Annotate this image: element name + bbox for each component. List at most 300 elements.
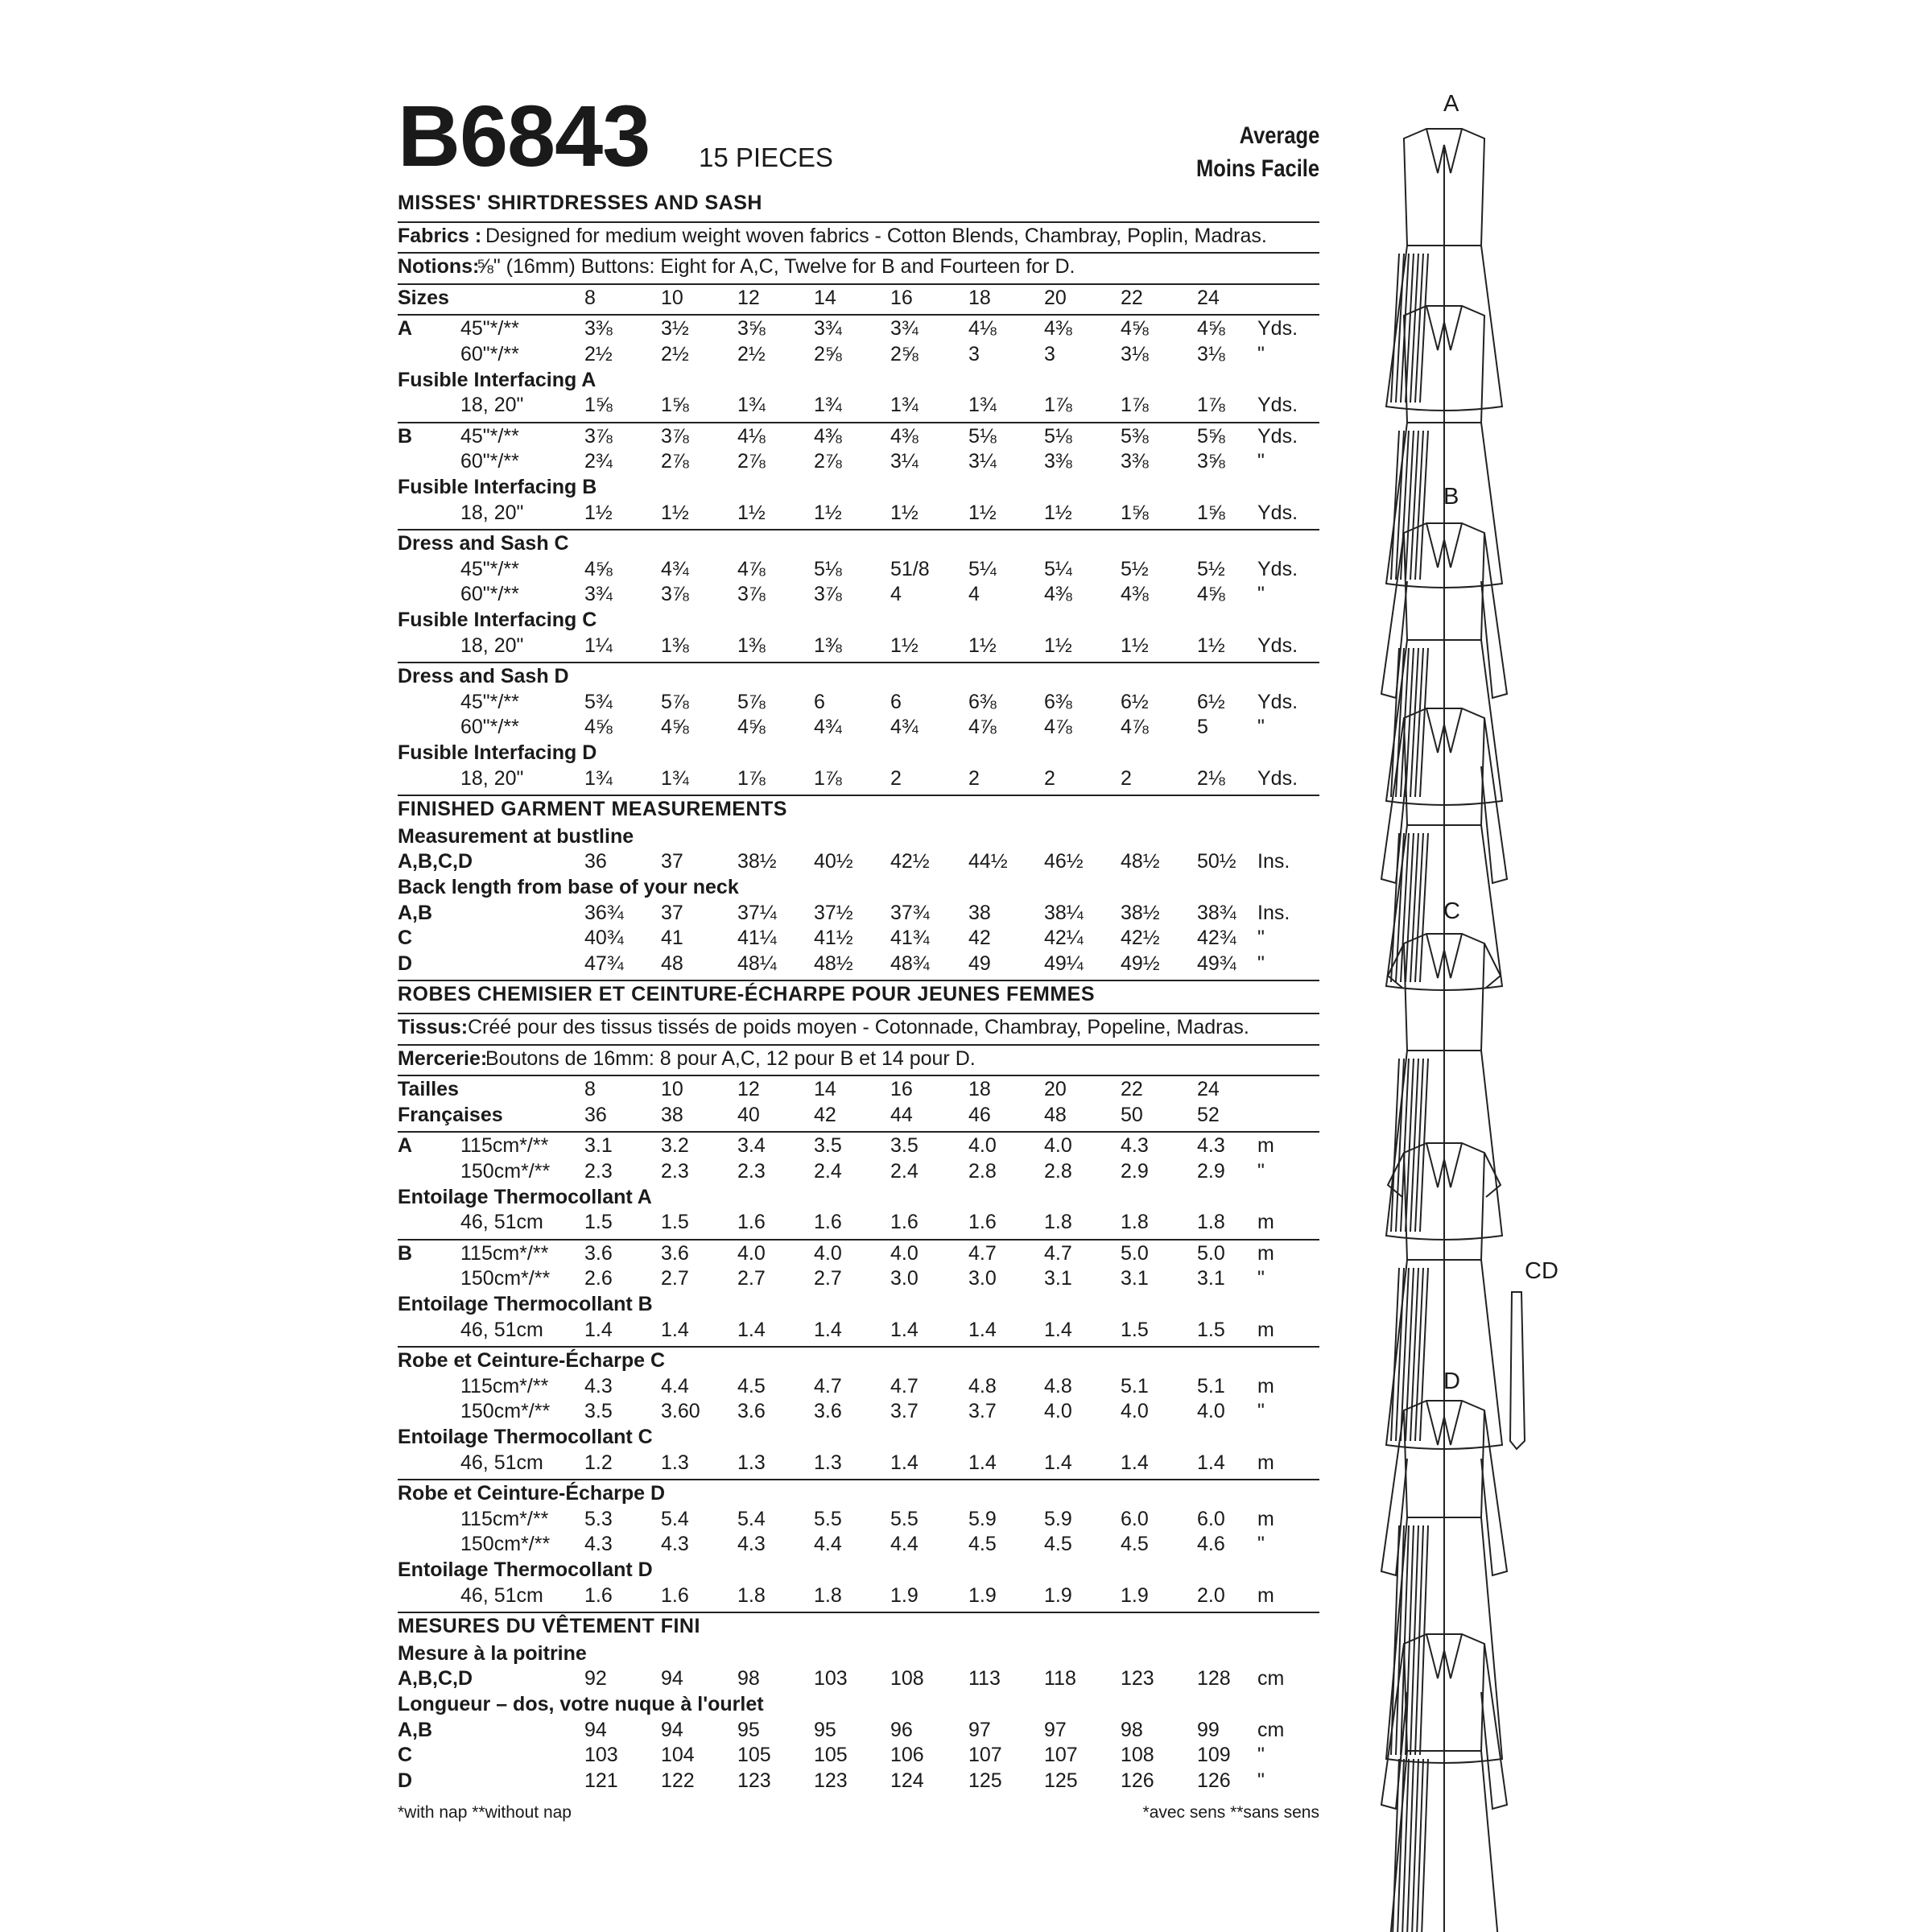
cell-value: 4⅝ [584, 557, 613, 580]
pattern-envelope-back [398, 0, 1319, 1932]
cell-value: 38½ [1121, 901, 1160, 924]
cell-value: 1.4 [1044, 1318, 1072, 1341]
cell-value: 12 [737, 286, 760, 309]
cell-value: 4.5 [1121, 1533, 1149, 1556]
cell-value: 40 [737, 1103, 760, 1126]
cell-value: 36¾ [584, 901, 624, 924]
cell-value: 3.1 [1044, 1267, 1072, 1290]
cell-value: 1½ [661, 501, 689, 524]
row-label: MESURES DU VÊTEMENT FINI [398, 1615, 700, 1638]
rule-line [398, 1612, 1319, 1613]
cell-value: 6 [890, 690, 902, 713]
cell-value: 1.6 [968, 1211, 997, 1234]
cell-value: 4.8 [1044, 1374, 1072, 1397]
cell-value: 1⅝ [584, 394, 613, 417]
cell-value: 2.3 [661, 1160, 689, 1183]
subheading [398, 609, 1319, 632]
row-label: Longueur – dos, votre nuque à l'ourlet [398, 1693, 764, 1715]
cell-value: 1⅞ [1197, 394, 1225, 417]
view-c-back-sleeve-left [1388, 1153, 1404, 1197]
cell-value: 38½ [737, 850, 777, 873]
subheading [398, 1349, 1319, 1373]
table-row [398, 1744, 1319, 1767]
piece-count: 15 PIECES [699, 142, 833, 172]
fabric-width: 45"*/** [460, 317, 519, 341]
table-row [398, 767, 1319, 791]
cell-value: 48 [661, 952, 683, 975]
rule-line [398, 314, 1319, 316]
fabric-width: 150cm*/** [460, 1267, 551, 1290]
cell-value: 14 [814, 1078, 836, 1101]
cell-value: 123 [1121, 1667, 1154, 1690]
subheading [398, 665, 1319, 688]
table-row [398, 927, 1319, 950]
unit: m [1257, 1374, 1274, 1397]
row-label: Fusible Interfacing B [398, 476, 597, 498]
view-label-a: A [1443, 91, 1459, 117]
fabric-width: 45"*/** [460, 424, 519, 448]
cell-value: 4.7 [890, 1374, 919, 1397]
table-row [398, 952, 1319, 976]
cell-value: 1¾ [814, 394, 842, 417]
table-row [398, 1584, 1319, 1608]
row-label: Dress and Sash D [398, 665, 569, 688]
row-label: Robe et Ceinture-Écharpe C [398, 1349, 666, 1373]
cell-value: 125 [1044, 1769, 1078, 1792]
cell-value: 1.8 [814, 1583, 842, 1607]
cell-value: 94 [584, 1718, 607, 1741]
cell-value: 42 [814, 1103, 836, 1126]
table-row [398, 558, 1319, 581]
cell-value: 3.60 [661, 1400, 700, 1423]
unit: Ins. [1257, 850, 1290, 873]
cell-value: 113 [968, 1667, 1001, 1690]
sash-drawing [1510, 1292, 1525, 1449]
cell-value: 4.3 [1197, 1134, 1225, 1158]
unit: " [1257, 927, 1265, 950]
cell-value: 97 [1044, 1718, 1067, 1741]
fabric-width: 60"*/** [460, 716, 519, 739]
fabric-width: 46, 51cm [460, 1211, 543, 1234]
cell-value: 3.1 [1197, 1267, 1225, 1290]
cell-value: 1.6 [584, 1583, 613, 1607]
size-header-row [398, 1078, 1319, 1101]
cell-value: 4⅛ [968, 317, 997, 341]
cell-value: 104 [661, 1744, 695, 1767]
cell-value: 5⅝ [1197, 424, 1225, 448]
rule-line [398, 221, 1319, 223]
section-title [398, 1615, 1319, 1638]
cell-value: 49 [968, 952, 991, 975]
cell-value: 3⅞ [584, 424, 613, 448]
cell-value: 5⅛ [814, 557, 842, 580]
cell-value: 2⅞ [661, 450, 689, 473]
info-value: Boutons de 16mm: 8 pour A,C, 12 pour B et 14 pour D. [485, 1046, 976, 1070]
view-label-b: B [1443, 484, 1459, 510]
table-row [398, 691, 1319, 714]
subheading [398, 532, 1319, 555]
rule-line [398, 529, 1319, 530]
cell-value: 3⅞ [814, 583, 842, 606]
cell-value: 2.9 [1121, 1160, 1149, 1183]
cell-value: 92 [584, 1667, 607, 1690]
cell-value: 3¾ [890, 317, 919, 341]
cell-value: 8 [584, 286, 596, 309]
cell-value: 1½ [968, 501, 997, 524]
row-label: A,B [398, 1718, 433, 1741]
cell-value: 4.8 [968, 1374, 997, 1397]
cell-value: 49¼ [1044, 952, 1084, 975]
cell-value: 4.0 [968, 1134, 997, 1158]
cell-value: 4⅜ [1044, 583, 1072, 606]
cell-value: 1.4 [968, 1318, 997, 1341]
cell-value: 4.3 [1121, 1134, 1149, 1158]
cell-value: 1.4 [584, 1318, 613, 1341]
cell-value: 3⅜ [1121, 450, 1149, 473]
cell-value: 3.5 [814, 1134, 842, 1158]
cell-value: 10 [661, 1078, 683, 1101]
cell-value: 5.1 [1197, 1374, 1225, 1397]
section-title [398, 798, 1319, 821]
unit: " [1257, 952, 1265, 975]
cell-value: 4¾ [661, 557, 689, 580]
cell-value: 4.4 [814, 1533, 842, 1556]
rule-line [398, 1044, 1319, 1046]
unit: m [1257, 1241, 1274, 1265]
cell-value: 3⅝ [1197, 450, 1225, 473]
cell-value: 42½ [890, 850, 930, 873]
cell-value: 4.0 [1044, 1134, 1072, 1158]
cell-value: 24 [1197, 286, 1220, 309]
unit: Yds. [1257, 394, 1298, 417]
cell-value: 1.3 [737, 1451, 766, 1474]
table-row [398, 1400, 1319, 1423]
section-title [398, 983, 1319, 1006]
cell-value: 1½ [890, 634, 919, 657]
cell-value: 4.5 [737, 1374, 766, 1397]
row-label: Mesure à la poitrine [398, 1641, 587, 1665]
info-label: Fabrics : [398, 224, 482, 247]
cell-value: 1.9 [1121, 1583, 1149, 1607]
cell-value: 1.9 [1044, 1583, 1072, 1607]
cell-value: 48¼ [737, 952, 777, 975]
info-label: Tissus: [398, 1016, 469, 1038]
fabric-width: 18, 20" [460, 394, 524, 417]
cell-value: 4⅛ [737, 424, 766, 448]
subheading [398, 1186, 1319, 1209]
row-label: Fusible Interfacing C [398, 609, 597, 631]
row-label: FINISHED GARMENT MEASUREMENTS [398, 798, 787, 821]
cell-value: 4⅜ [814, 424, 842, 448]
cell-value: 4.0 [737, 1241, 766, 1265]
fabric-width: 18, 20" [460, 634, 524, 657]
cell-value: 3.7 [890, 1400, 919, 1423]
info-value: Designed for medium weight woven fabrics - Cotton Blends, Chambray, Poplin, Madras. [485, 224, 1267, 247]
cell-value: 36 [584, 850, 607, 873]
cell-value: 1⅞ [1121, 394, 1149, 417]
table-row [398, 716, 1319, 739]
table-row [398, 1242, 1319, 1265]
cell-value: 24 [1197, 1078, 1220, 1101]
unit: Ins. [1257, 901, 1290, 924]
unit: " [1257, 450, 1265, 473]
cell-value: 3.6 [661, 1241, 689, 1265]
cell-value: 2 [1044, 766, 1055, 790]
row-label: Robe et Ceinture-Écharpe D [398, 1482, 666, 1505]
cell-value: 5.5 [814, 1507, 842, 1530]
cell-value: 16 [890, 286, 913, 309]
fabric-width: 60"*/** [460, 343, 519, 365]
subheading [398, 1426, 1319, 1449]
cell-value: 5.1 [1121, 1374, 1149, 1397]
cell-value: 1⅜ [737, 634, 766, 657]
subheading [398, 1693, 1319, 1716]
cell-value: 1½ [1044, 501, 1072, 524]
cell-value: 125 [968, 1769, 1002, 1792]
cell-value: 4.6 [1197, 1533, 1225, 1556]
row-label: Entoilage Thermocollant C [398, 1426, 653, 1448]
cell-value: 1.4 [890, 1318, 919, 1341]
cell-value: 4⅜ [1044, 317, 1072, 341]
cell-value: 41¾ [890, 927, 930, 950]
row-label: Entoilage Thermocollant A [398, 1185, 652, 1208]
cell-value: 6.0 [1121, 1507, 1149, 1530]
cell-value: 1.9 [890, 1583, 919, 1607]
cell-value: 1.4 [814, 1318, 842, 1341]
cell-value: 37 [661, 850, 683, 873]
rule-line [398, 422, 1319, 423]
cell-value: 4⅝ [1121, 317, 1149, 341]
cell-value: 1.5 [1197, 1318, 1225, 1341]
table-row [398, 1160, 1319, 1183]
subheading [398, 741, 1319, 765]
cell-value: 2.3 [737, 1160, 766, 1183]
cell-value: 4⅞ [968, 716, 997, 739]
cell-value: 6 [814, 690, 825, 713]
unit: " [1257, 1744, 1265, 1767]
row-label: A [398, 1134, 413, 1158]
cell-value: 48¾ [890, 952, 930, 975]
cell-value: 48½ [1121, 850, 1160, 873]
cell-value: 6⅜ [968, 690, 997, 713]
cell-value: 12 [737, 1078, 760, 1101]
cell-value: 1⅜ [814, 634, 842, 657]
subheading [398, 825, 1319, 848]
cell-value: 38 [661, 1103, 683, 1126]
cell-value: 2⅝ [814, 343, 842, 365]
row-label: Fusible Interfacing D [398, 741, 597, 764]
cell-value: 1.4 [1121, 1451, 1149, 1474]
cell-value: 36 [584, 1103, 607, 1126]
cell-value: 3⅝ [737, 317, 766, 341]
cell-value: 8 [584, 1078, 596, 1101]
table-row [398, 1667, 1319, 1690]
table-row [398, 1375, 1319, 1398]
cell-value: 4.0 [814, 1241, 842, 1265]
rule-line [398, 1479, 1319, 1480]
cell-value: 41½ [814, 927, 853, 950]
cell-value: 1¾ [968, 394, 997, 417]
cell-value: 22 [1121, 286, 1143, 309]
cell-value: 108 [890, 1667, 924, 1690]
cell-value: 40½ [814, 850, 853, 873]
info-label: Mercerie: [398, 1046, 488, 1070]
unit: Yds. [1257, 501, 1298, 524]
cell-value: 5⅞ [737, 690, 766, 713]
row-label: Back length from base of your neck [398, 876, 739, 898]
cell-value: 1.4 [1044, 1451, 1072, 1474]
pattern-number: B6843 [398, 87, 650, 184]
cell-value: 124 [890, 1769, 924, 1792]
cell-value: 103 [814, 1667, 848, 1690]
cell-value: 118 [1044, 1667, 1076, 1690]
table-row [398, 343, 1319, 366]
row-label: Dress and Sash C [398, 532, 569, 555]
cell-value: 3¼ [968, 450, 997, 473]
cell-value: 52 [1197, 1103, 1220, 1126]
unit: m [1257, 1583, 1274, 1607]
cell-value: 2.3 [584, 1160, 613, 1183]
cell-value: 2¾ [584, 450, 613, 473]
cell-value: 4.5 [1044, 1533, 1072, 1556]
rule-line [398, 662, 1319, 663]
cell-value: 4⅞ [1044, 716, 1072, 739]
cell-value: 126 [1197, 1769, 1231, 1792]
cell-value: 1.5 [661, 1211, 689, 1234]
cell-value: 42¼ [1044, 927, 1084, 950]
cell-value: 3.2 [661, 1134, 689, 1158]
cell-value: 2.6 [584, 1267, 613, 1290]
table-row [398, 1211, 1319, 1234]
cell-value: 5.9 [1044, 1507, 1072, 1530]
cell-value: 18 [968, 286, 991, 309]
cell-value: 1.6 [890, 1211, 919, 1234]
cell-value: 4.7 [968, 1241, 997, 1265]
table-row [398, 394, 1319, 417]
fabric-width: 115cm*/** [460, 1134, 549, 1158]
view-d-front-sleeve-right [1481, 1410, 1507, 1575]
info-value: ⅝" (16mm) Buttons: Eight for A,C, Twelve for B and Fourteen for D. [477, 255, 1075, 279]
table-row [398, 583, 1319, 606]
fabric-width: 46, 51cm [460, 1318, 543, 1341]
cell-value: 1½ [968, 634, 997, 657]
table-row [398, 425, 1319, 448]
unit: " [1257, 1400, 1265, 1423]
cell-value: 49¾ [1197, 952, 1236, 975]
cell-value: 105 [814, 1744, 848, 1767]
cell-value: 4.3 [584, 1533, 613, 1556]
cell-value: 94 [661, 1667, 683, 1690]
cell-value: 2⅞ [814, 450, 842, 473]
cell-value: 4.7 [1044, 1241, 1072, 1265]
cell-value: 3.5 [584, 1400, 613, 1423]
cell-value: 4⅜ [1121, 583, 1149, 606]
row-label: Entoilage Thermocollant D [398, 1558, 653, 1581]
row-label: C [398, 1744, 413, 1767]
cell-value: 1.9 [968, 1583, 997, 1607]
view-label-cd: CD [1525, 1258, 1558, 1284]
cell-value: 14 [814, 286, 836, 309]
cell-value: 48 [1044, 1103, 1067, 1126]
cell-value: 95 [737, 1718, 760, 1741]
info-row [398, 1016, 1319, 1039]
row-label: A,B,C,D [398, 850, 473, 873]
cell-value: 5⅞ [661, 690, 689, 713]
cell-value: 40¾ [584, 927, 624, 950]
table-row [398, 634, 1319, 658]
table-row [398, 1267, 1319, 1290]
cell-value: 4.0 [1044, 1400, 1072, 1423]
cell-value: 121 [584, 1769, 618, 1792]
cell-value: 3.4 [737, 1134, 766, 1158]
cell-value: 5 [1197, 716, 1208, 739]
size-header-row [398, 1104, 1319, 1127]
cell-value: 2.7 [737, 1267, 766, 1290]
unit: Yds. [1257, 634, 1298, 657]
fabric-width: 115cm*/** [460, 1374, 549, 1397]
fabric-width: 46, 51cm [460, 1451, 543, 1474]
row-label: Entoilage Thermocollant B [398, 1293, 653, 1315]
cell-value: 109 [1197, 1744, 1231, 1767]
cell-value: 6½ [1197, 690, 1225, 713]
cell-value: 20 [1044, 286, 1067, 309]
cell-value: 1.6 [814, 1211, 842, 1234]
rule-line [398, 980, 1319, 981]
table-row [398, 902, 1319, 925]
row-label: B [398, 424, 413, 448]
cell-value: 1.6 [737, 1211, 766, 1234]
cell-value: 1⅝ [661, 394, 689, 417]
unit: " [1257, 1769, 1265, 1792]
cell-value: 1.4 [661, 1318, 689, 1341]
cell-value: 3⅞ [661, 424, 689, 448]
unit: m [1257, 1134, 1274, 1158]
cell-value: 95 [814, 1718, 836, 1741]
cell-value: 5.5 [890, 1507, 919, 1530]
cell-value: 1.4 [968, 1451, 997, 1474]
cell-value: 3 [1044, 343, 1055, 365]
cell-value: 4.3 [661, 1533, 689, 1556]
cell-value: 5⅛ [1044, 424, 1072, 448]
cell-value: 1¾ [584, 766, 613, 790]
cell-value: 42¾ [1197, 927, 1236, 950]
cell-value: 5⅛ [968, 424, 997, 448]
cell-value: 37¼ [737, 901, 777, 924]
cell-value: 3¾ [814, 317, 842, 341]
fabric-width: 150cm*/** [460, 1400, 551, 1423]
cell-value: 1.8 [737, 1583, 766, 1607]
fabric-width: 18, 20" [460, 501, 524, 524]
fabric-width: 150cm*/** [460, 1533, 551, 1556]
cell-value: 3⅞ [661, 583, 689, 606]
unit: " [1257, 583, 1265, 606]
cell-value: 2⅝ [890, 343, 919, 365]
cell-value: 3⅜ [584, 317, 613, 341]
cell-value: 105 [737, 1744, 771, 1767]
cell-value: 44½ [968, 850, 1008, 873]
subheading [398, 1642, 1319, 1666]
cell-value: 5⅜ [1121, 424, 1149, 448]
cell-value: 4⅝ [1197, 583, 1225, 606]
cell-value: 1¾ [661, 766, 689, 790]
table-row [398, 502, 1319, 525]
table-row [398, 1508, 1319, 1531]
unit: " [1257, 1533, 1265, 1556]
row-label: MISSES' SHIRTDRESSES AND SASH [398, 192, 762, 214]
row-label: C [398, 927, 413, 950]
subheading [398, 876, 1319, 899]
cell-value: 2 [1121, 766, 1132, 790]
